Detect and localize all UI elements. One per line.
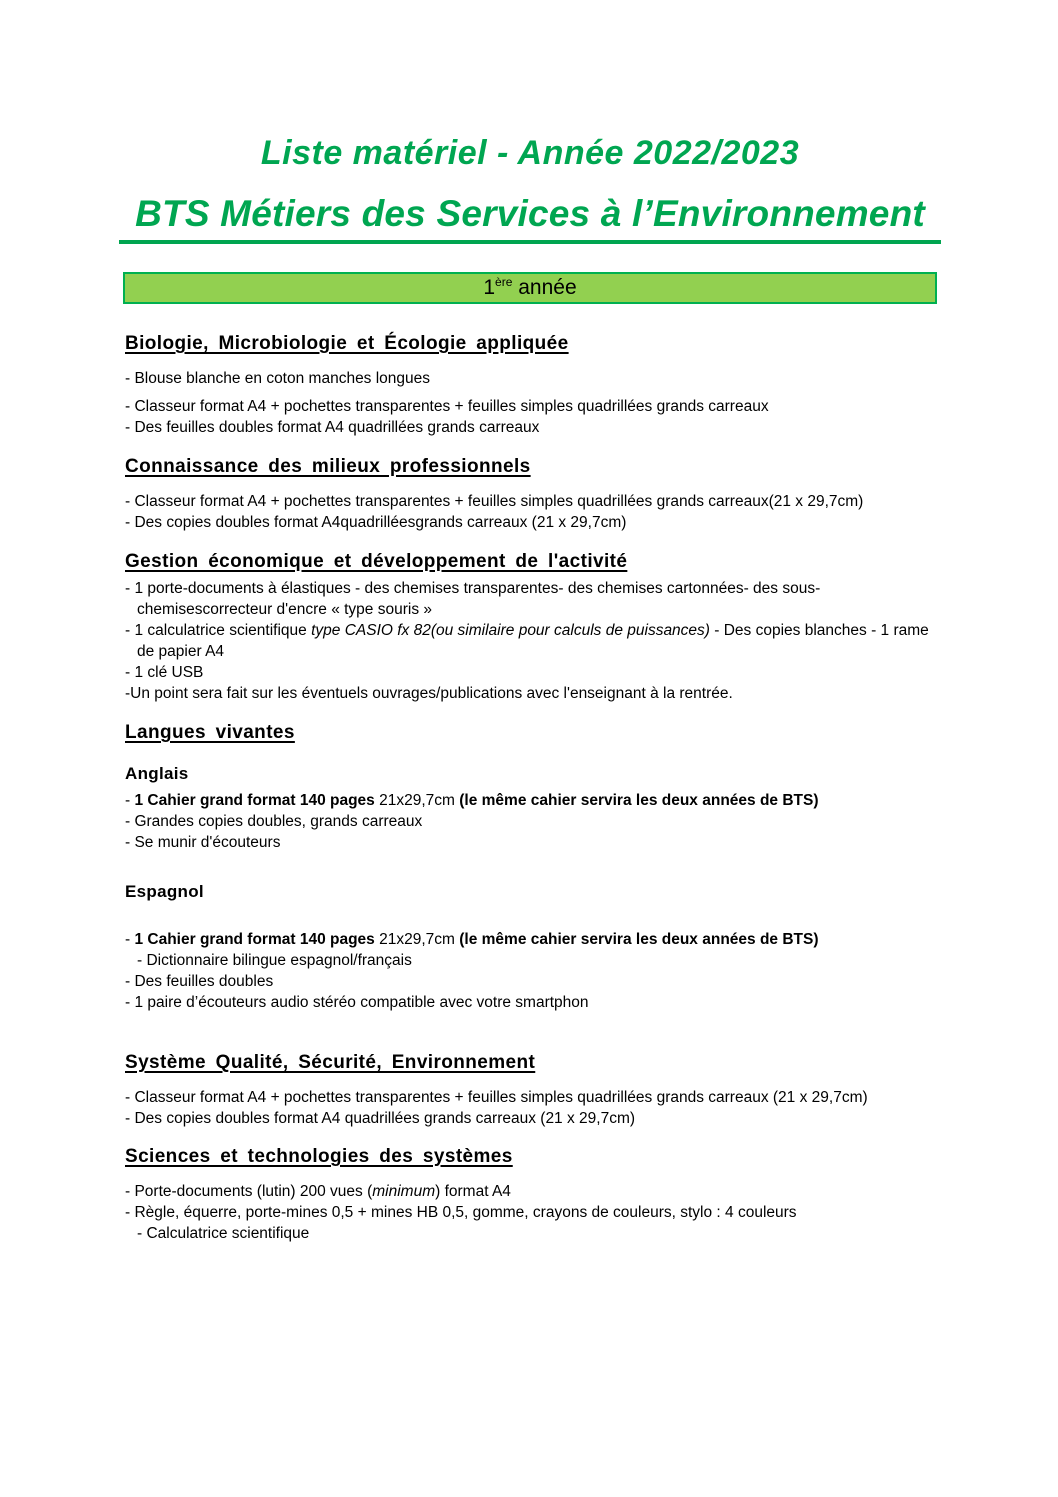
list-item: - 1 Cahier grand format 140 pages 21x29,7cm (le même cahier servira les deux années de BTS): [125, 792, 819, 809]
year-banner-label: 1ère année: [483, 275, 577, 299]
title-divider-rule: [119, 240, 941, 244]
list-item: - Classeur format A4 + pochettes transparentes + feuilles simples quadrillées grands carreaux (21 x 29,7cm): [125, 1089, 868, 1106]
list-item: - 1 calculatrice scientifique type CASIO fx 82(ou similaire pour calculs de puissances) - Des copies blanches - 1 rame de papier A4: [125, 622, 929, 660]
list-item: - Des copies doubles format A4quadrilléesgrands carreaux (21 x 29,7cm): [125, 514, 627, 531]
list-item: -Un point sera fait sur les éventuels ouvrages/publications avec l'enseignant à la rentrée.: [125, 685, 733, 702]
list-item: - Blouse blanche en coton manches longues: [125, 370, 431, 387]
list-item: - Classeur format A4 + pochettes transparentes + feuilles simples quadrillées grands carreaux(21 x 29,7cm): [125, 493, 864, 510]
section-heading: Biologie, Microbiologie et Écologie appliquée: [125, 333, 569, 354]
list-item: - 1 Cahier grand format 140 pages 21x29,7cm (le même cahier servira les deux années de BTS): [125, 931, 819, 948]
list-item: - Dictionnaire bilingue espagnol/français: [137, 952, 412, 969]
list-item: - 1 clé USB: [125, 664, 204, 681]
document-title: Liste matériel - Année 2022/2023: [260, 134, 800, 172]
section-heading: Sciences et technologies des systèmes: [125, 1146, 513, 1167]
list-item: - Calculatrice scientifique: [137, 1225, 310, 1242]
list-item: - Porte-documents (lutin) 200 vues (minimum) format A4: [125, 1183, 511, 1200]
section-heading: Système Qualité, Sécurité, Environnement: [125, 1052, 536, 1073]
list-item: - 1 paire d’écouteurs audio stéréo compatible avec votre smartphon: [125, 994, 589, 1011]
list-item: - Des copies doubles format A4 quadrillées grands carreaux (21 x 29,7cm): [125, 1110, 636, 1127]
list-item: - 1 porte-documents à élastiques - des chemises transparentes- des chemises cartonnées- des sous-chemisescorrecteur d'encre « type souris »: [125, 580, 821, 618]
section-heading: Connaissance des milieux professionnels: [125, 456, 531, 477]
document-subtitle: BTS Métiers des Services à l’Environnement: [135, 193, 925, 234]
list-item: - Des feuilles doubles format A4 quadrillées grands carreaux: [125, 419, 540, 436]
section-heading: Espagnol: [125, 882, 204, 901]
list-item: - Classeur format A4 + pochettes transparentes + feuilles simples quadrillées grands carreaux: [125, 398, 769, 415]
list-item: - Se munir d'écouteurs: [125, 834, 281, 851]
list-item: - Des feuilles doubles: [125, 973, 274, 990]
document-body: [125, 332, 935, 1244]
section-heading: Anglais: [125, 764, 189, 783]
section-heading: Langues vivantes: [125, 722, 295, 743]
list-item: - Règle, équerre, porte-mines 0,5 + mines HB 0,5, gomme, crayons de couleurs, stylo : 4 couleurs: [125, 1204, 797, 1221]
section-heading: Gestion économique et développement de l'activité: [125, 551, 628, 572]
year-banner: [123, 272, 937, 304]
list-item: - Grandes copies doubles, grands carreaux: [125, 813, 423, 830]
